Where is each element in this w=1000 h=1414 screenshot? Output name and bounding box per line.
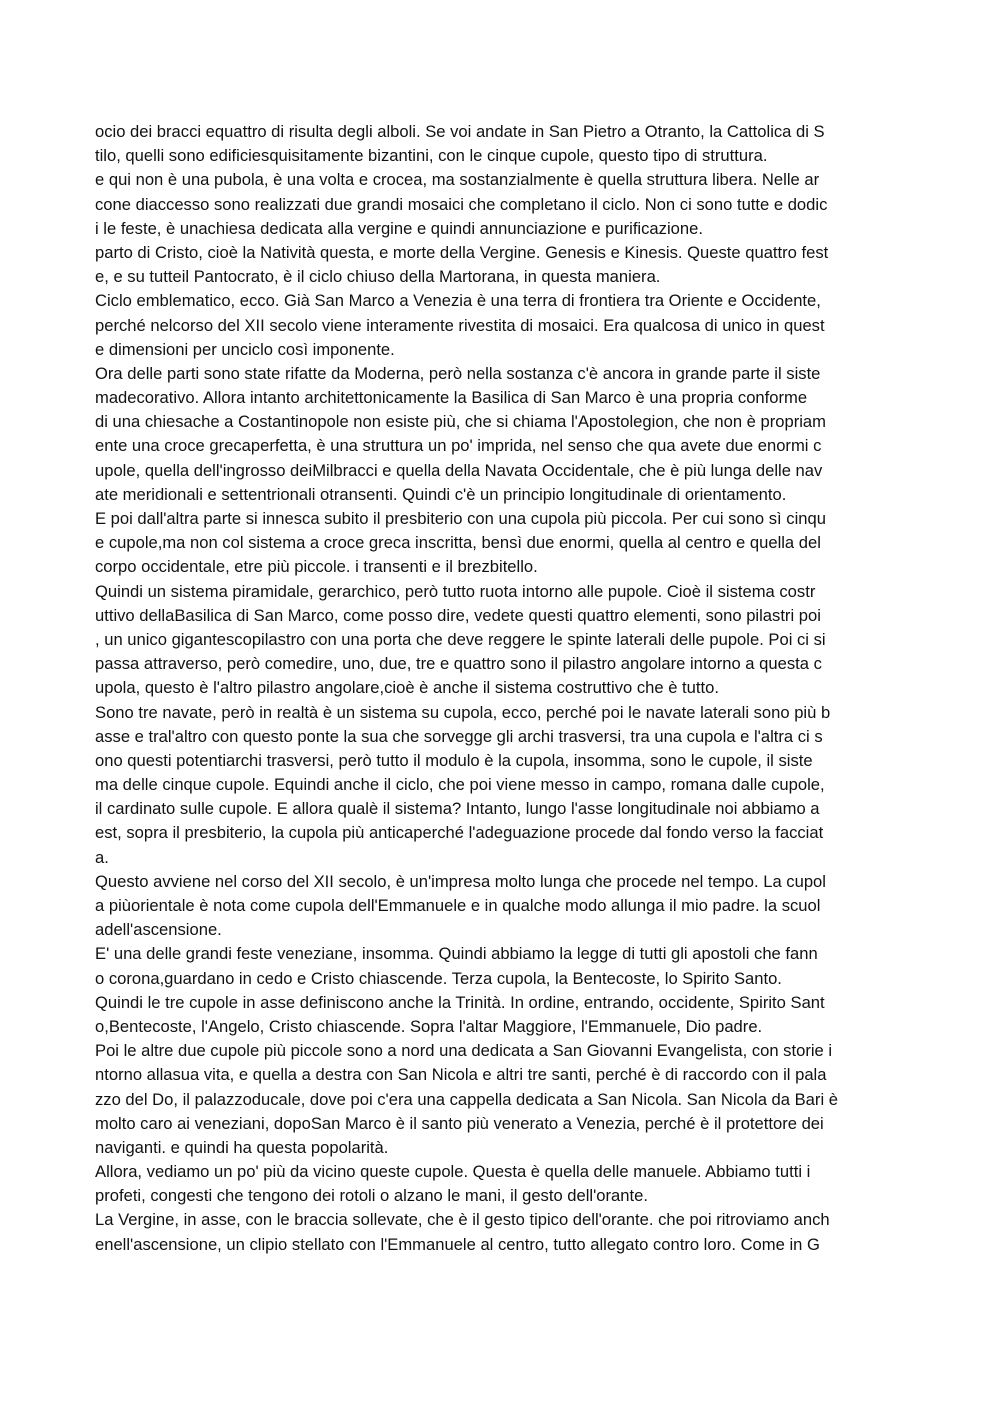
text-line: madecorativo. Allora intanto architettonicamente la Basilica di San Marco è una propria conforme [95, 388, 808, 408]
text-line: E poi dall'altra parte si innesca subito il presbiterio con una cupola più piccola. Per cui sono sì cinqu [95, 509, 826, 528]
text-line: , un unico gigantescopilastro con una porta che deve reggere le spinte laterali delle pupole. Poi ci si [95, 629, 826, 649]
text-line: profeti, congesti che tengono dei rotoli o alzano le mani, il gesto dell'orante. [95, 1186, 648, 1206]
text-line: ma delle cinque cupole. Equindi anche il ciclo, che poi viene messo in campo, romana dalle cupole, [95, 775, 825, 795]
text-line: zzo del Do, il palazzoducale, dove poi c'era una cappella dedicata a San Nicola. San Nicola da Bari è [95, 1089, 838, 1109]
text-line: upole, quella dell'ingrosso deiMilbracci e quella della Navata Occidentale, che è più lunga delle nav [95, 460, 823, 480]
text-line: molto caro ai veneziani, dopoSan Marco è il santo più venerato a Venezia, perché è il protettore dei [95, 1113, 824, 1133]
text-line: Ora delle parti sono state rifatte da Moderna, però nella sostanza c'è ancora in grande parte il siste [95, 363, 821, 383]
text-line: E' una delle grandi feste veneziane, insomma. Quindi abbiamo la legge di tutti gli apostoli che fann [95, 944, 818, 964]
text-line: e qui non è una pubola, è una volta e crocea, ma sostanzialmente è quella struttura libera. Nelle ar [95, 170, 820, 190]
text-line: di una chiesache a Costantinopole non esiste più, che si chiama l'Apostolegion, che non è propriam [95, 412, 826, 432]
text-line: parto di Cristo, cioè la Natività questa, e morte della Vergine. Genesis e Kinesis. Queste quattro fest [95, 242, 829, 262]
text-line: Allora, vediamo un po' più da vicino queste cupole. Questa è quella delle manuele. Abbiamo tutti i [95, 1162, 811, 1182]
text-line: Poi le altre due cupole più piccole sono a nord una dedicata a San Giovanni Evangelista, con storie i [95, 1041, 833, 1061]
text-line: Quindi le tre cupole in asse definiscono anche la Trinità. In ordine, entrando, occidente, Spirito Sant [95, 992, 825, 1012]
text-line: passa attraverso, però comedire, uno, due, tre e quattro sono il pilastro angolare intorno a questa c [95, 654, 822, 674]
text-line: uttivo dellaBasilica di San Marco, come posso dire, vedete questi quattro elementi, sono pilastri poi [95, 605, 821, 625]
text-line: tilo, quelli sono edificiesquisitamente bizantini, con le cinque cupole, questo tipo di struttura. [95, 146, 768, 166]
text-line: cone diaccesso sono realizzati due grandi mosaici che completano il ciclo. Non ci sono tutte e dodic [95, 194, 828, 214]
text-line: o,Bentecoste, l'Angelo, Cristo chiascende. Sopra l'altar Maggiore, l'Emmanuele, Dio padre. [95, 1016, 763, 1036]
text-line: a piùorientale è nota come cupola dell'Emmanuele e in qualche modo allunga il mio padre. la scuol [95, 896, 821, 915]
text-line: asse e tral'altro con questo ponte la sua che sorvegge gli archi trasversi, tra una cupola e l'altra ci s [95, 726, 823, 746]
text-line: Quindi un sistema piramidale, gerarchico, però tutto ruota intorno alle pupole. Cioè il sistema costr [95, 581, 816, 601]
body-text [95, 120, 915, 1257]
text-line: perché nelcorso del XII secolo viene interamente rivestita di mosaici. Era qualcosa di unico in quest [95, 315, 825, 335]
text-line: ntorno allasua vita, e quella a destra con San Nicola e altri tre santi, perché è di raccordo con il pala [95, 1065, 827, 1085]
text-line: ocio dei bracci equattro di risulta degli alboli. Se voi andate in San Pietro a Otranto, la Cattolica di S [95, 122, 825, 141]
text-line: est, sopra il presbiterio, la cupola più anticaperché l'adeguazione procede dal fondo verso la facciat [95, 823, 824, 843]
text-line: naviganti. e quindi ha questa popolarità. [95, 1137, 389, 1157]
text-line: i le feste, è unachiesa dedicata alla vergine e quindi annunciazione e purificazione. [95, 218, 703, 238]
text-line: a. [95, 847, 109, 867]
text-line: adell'ascensione. [95, 920, 222, 940]
text-line: ente una croce grecaperfetta, è una struttura un po' imprida, nel senso che qua avete due enormi c [95, 436, 822, 456]
text-line: ate meridionali e settentrionali otransenti. Quindi c'è un principio longitudinale di orientamento. [95, 484, 787, 504]
text-line: corpo occidentale, etre più piccole. i transenti e il brezbitello. [95, 557, 538, 577]
text-line: enell'ascensione, un clipio stellato con l'Emmanuele al centro, tutto allegato contro loro. Come in G [95, 1234, 820, 1254]
text-line: La Vergine, in asse, con le braccia sollevate, che è il gesto tipico dell'orante. che poi ritroviamo anch [95, 1210, 830, 1230]
text-line: Sono tre navate, però in realtà è un sistema su cupola, ecco, perché poi le navate laterali sono più b [95, 702, 831, 722]
text-line: e dimensioni per unciclo così imponente. [95, 339, 395, 359]
text-line: e cupole,ma non col sistema a croce greca inscritta, bensì due enormi, quella al centro e quella del [95, 533, 821, 553]
text-line: o corona,guardano in cedo e Cristo chiascende. Terza cupola, la Bentecoste, lo Spirito Santo. [95, 968, 782, 988]
text-line: Questo avviene nel corso del XII secolo, è un'impresa molto lunga che procede nel tempo. La cupol [95, 871, 826, 891]
text-line: upola, questo è l'altro pilastro angolare,cioè è anche il sistema costruttivo che è tutto. [95, 678, 719, 698]
text-line: e, e su tutteil Pantocrato, è il ciclo chiuso della Martorana, in questa maniera. [95, 267, 661, 287]
text-line: ono questi potentiarchi trasversi, però tutto il modulo è la cupola, insomma, sono le cupole, il siste [95, 750, 813, 770]
text-line: il cardinato sulle cupole. E allora qualè il sistema? Intanto, lungo l'asse longitudinale noi abbiamo a [95, 799, 820, 819]
text-line: Ciclo emblematico, ecco. Già San Marco a Venezia è una terra di frontiera tra Oriente e Occidente, [95, 291, 821, 311]
